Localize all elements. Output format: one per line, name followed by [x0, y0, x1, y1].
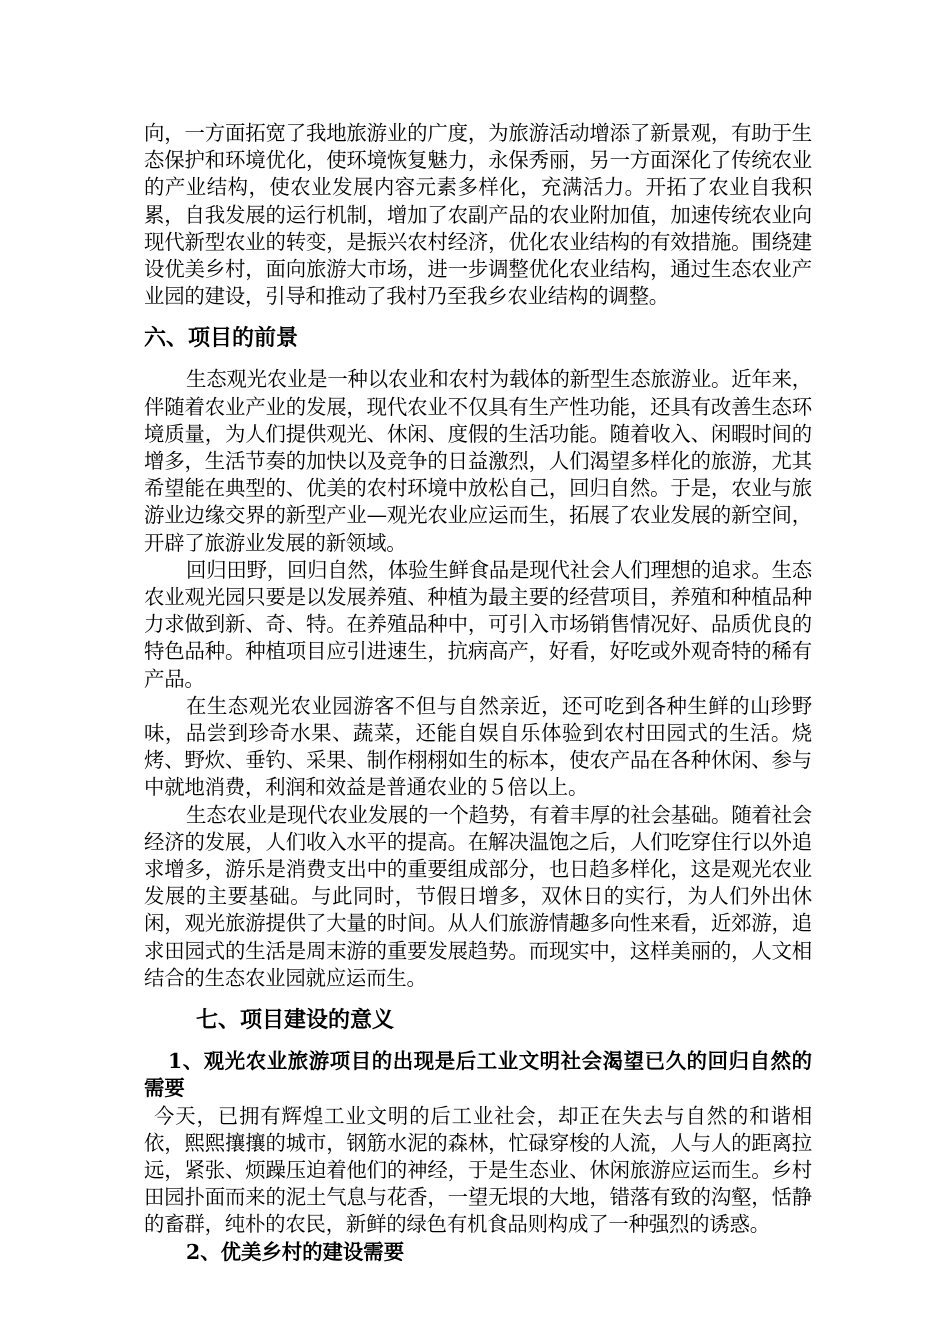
- section-6-paragraph-2: 回归田野，回归自然，体验生鲜食品是现代社会人们理想的追求。生态农业观光园只要是以发展养殖、种植为最主要的经营项目，养殖和种植品种力求做到新、奇、特。在养殖品种中，可引入市场销售情况好、品质优良的特色品种。种植项目应引进速生，抗病高产，好看，好吃或外观奇特的稀有产品。: [144, 557, 812, 691]
- intro-paragraph: 向，一方面拓宽了我地旅游业的广度，为旅游活动增添了新景观，有助于生态保护和环境优化，使环境恢复魅力，永保秀丽，另一方面深化了传统农业的产业结构，使农业发展内容元素多样化，充满活力。开拓了农业自我积累，自我发展的运行机制，增加了农副产品的农业附加值，加速传统农业向现代新型农业的转变，是振兴农村经济，优化农业结构的有效措施。围绕建设优美乡村，面向旅游大市场，进一步调整优化农业结构，通过生态农业产业园的建设，引导和推动了我村乃至我乡农业结构的调整。: [144, 121, 812, 309]
- section-6-paragraph-4: 生态农业是现代农业发展的一个趋势，有着丰厚的社会基础。随着社会经济的发展，人们收入水平的提高。在解决温饱之后，人们吃穿住行以外追求增多，游乐是消费支出中的重要组成部分，也日趋多样化，这是观光农业发展的主要基础。与此同时，节假日增多，双休日的实行，为人们外出休闲，观光旅游提供了大量的时间。从人们旅游情趣多向性来看，近郊游，追求田园式的生活是周末游的重要发展趋势。而现实中，这样美丽的，人文相结合的生态农业园就应运而生。: [144, 802, 812, 990]
- section-7-subheading-2: 2、优美乡村的建设需要: [186, 1239, 405, 1264]
- section-6-paragraph-1: 生态观光农业是一种以农业和农村为载体的新型生态旅游业。近年来，伴随着农业产业的发展，现代农业不仅具有生产性功能，还具有改善生态环境质量，为人们提供观光、休闲、度假的生活功能。随着收入、闲暇时间的增多，生活节奏的加快以及竞争的日益激烈，人们渴望多样化的旅游，尤其希望能在典型的、优美的农村环境中放松自己，回归自然。于是，农业与旅游业边缘交界的新型产业—观光农业应运而生，拓展了农业发展的新空间，开辟了旅游业发展的新领域。: [144, 367, 812, 555]
- section-6-paragraph-3: 在生态观光农业园游客不但与自然亲近，还可吃到各种生鲜的山珍野味，品尝到珍奇水果、蔬菜，还能自娱自乐体验到农村田园式的生活。烧烤、野炊、垂钓、采果、制作栩栩如生的标本，使农产品在各种休闲、参与中就地消费，利润和效益是普通农业的５倍以上。: [144, 693, 812, 800]
- section-6-heading: 六、项目的前景: [144, 326, 299, 352]
- section-7-paragraph-1: 今天，已拥有辉煌工业文明的后工业社会，却正在失去与自然的和谐相依，熙熙攘攘的城市，钢筋水泥的森林，忙碌穿梭的人流，人与人的距离拉远，紧张、烦躁压迫着他们的神经，于是生态业、休闲旅游应运而生。乡村田园扑面而来的泥土气息与花香，一望无垠的大地，错落有致的沟壑，恬静的畜群，纯朴的农民，新鲜的绿色有机食品则构成了一种强烈的诱惑。: [144, 1103, 812, 1237]
- document-page: [144, 120, 812, 1266]
- section-7-heading: 七、项目建设的意义: [196, 1008, 395, 1034]
- section-7-subheading-1: 1、观光农业旅游项目的出现是后工业文明社会渴望已久的回归自然的需要: [144, 1049, 812, 1101]
